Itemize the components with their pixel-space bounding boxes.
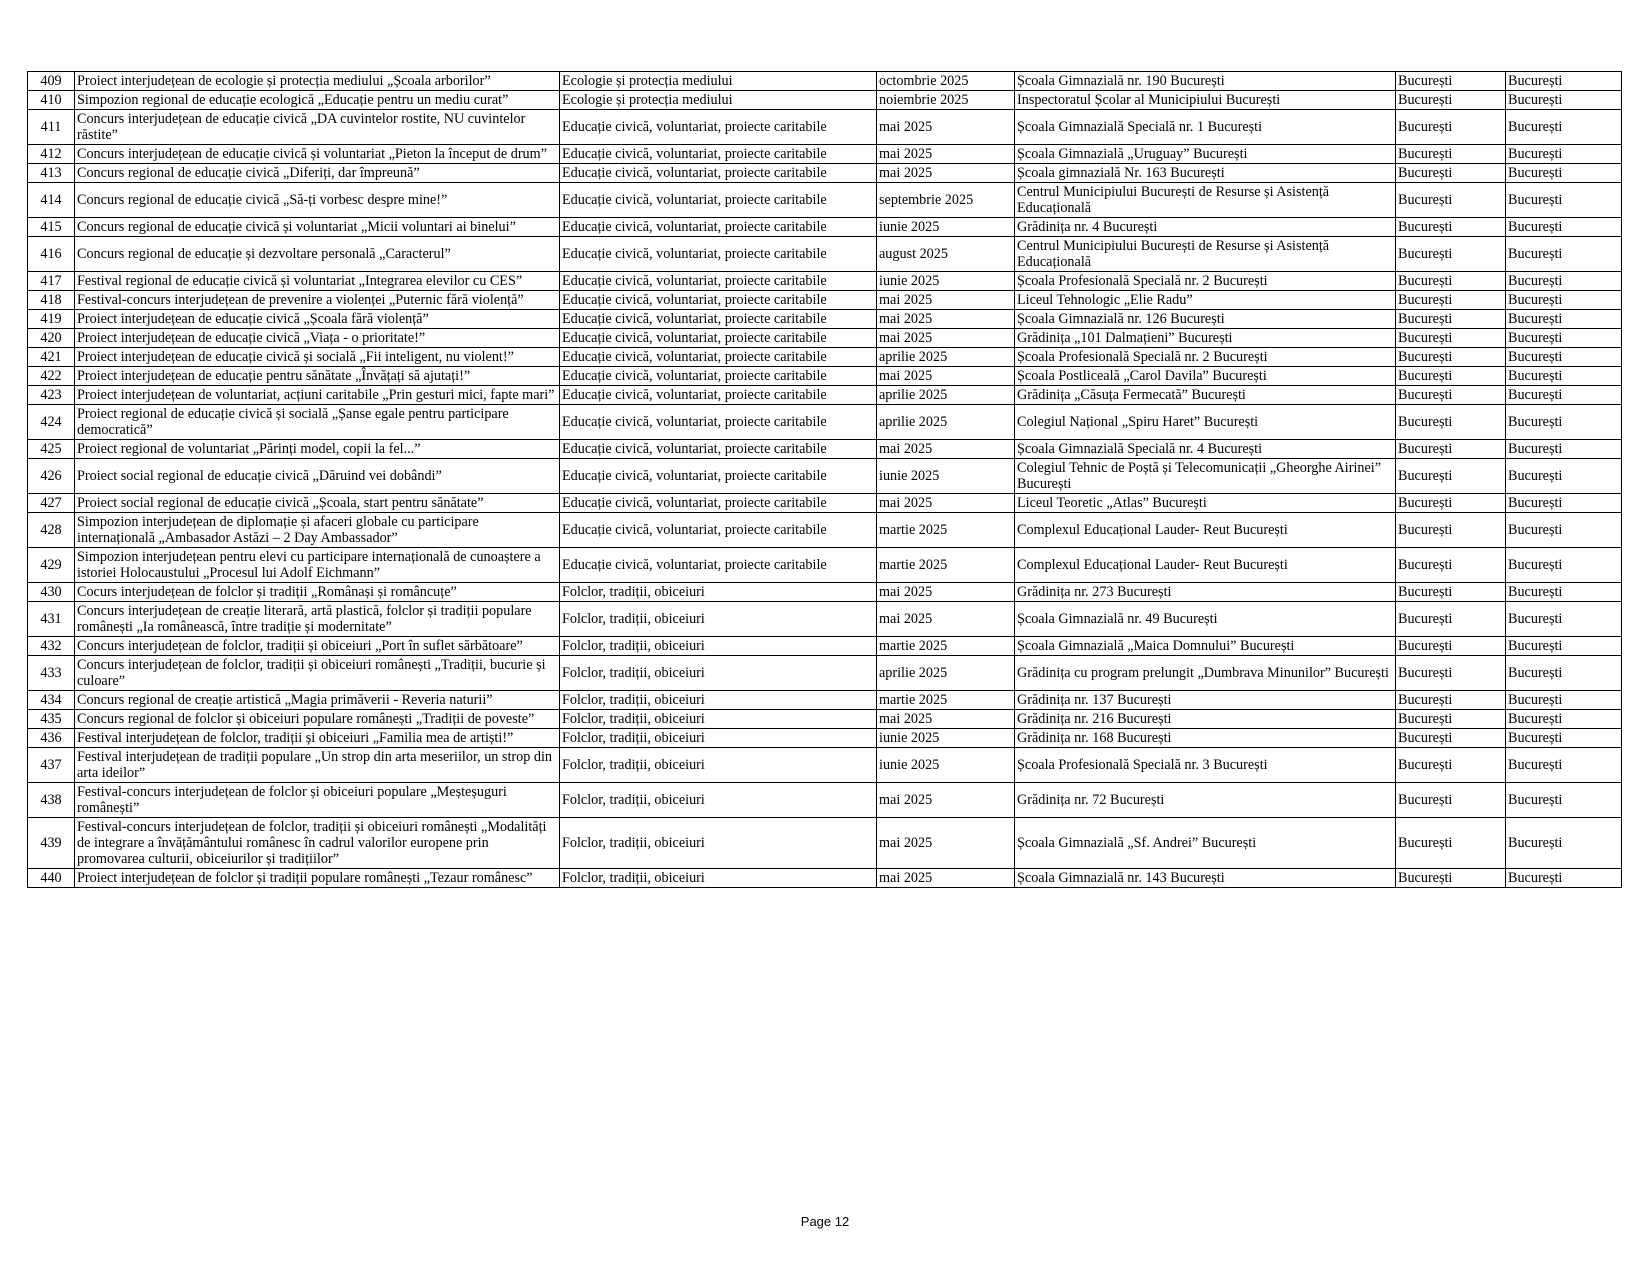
locality-cell: București — [1396, 218, 1506, 237]
county-cell: București — [1506, 405, 1622, 440]
activity-title-cell: Proiect regional de educație civică și socială „Șanse egale pentru participare democratică” — [75, 405, 560, 440]
table-row — [28, 237, 1622, 272]
row-number-cell: 439 — [28, 818, 75, 869]
row-number-cell: 421 — [28, 348, 75, 367]
county-cell: București — [1506, 691, 1622, 710]
activity-domain-cell: Folclor, tradiții, obiceiuri — [560, 656, 877, 691]
activity-period-cell: martie 2025 — [877, 513, 1015, 548]
organizer-cell: Școala Gimnazială „Sf. Andrei” București — [1015, 818, 1396, 869]
activity-domain-cell: Folclor, tradiții, obiceiuri — [560, 783, 877, 818]
activity-period-cell: mai 2025 — [877, 494, 1015, 513]
activity-period-cell: aprilie 2025 — [877, 348, 1015, 367]
row-number-cell: 429 — [28, 548, 75, 583]
activity-period-cell: mai 2025 — [877, 440, 1015, 459]
activity-title-cell: Proiect interjudețean de folclor și tradiții populare românești „Tezaur românesc” — [75, 869, 560, 888]
county-cell: București — [1506, 583, 1622, 602]
county-cell: București — [1506, 818, 1622, 869]
county-cell: București — [1506, 72, 1622, 91]
row-number-cell: 432 — [28, 637, 75, 656]
row-number-cell: 416 — [28, 237, 75, 272]
county-cell: București — [1506, 513, 1622, 548]
activity-title-cell: Proiect interjudețean de educație civică și socială „Fii inteligent, nu violent!” — [75, 348, 560, 367]
activity-domain-cell: Educație civică, voluntariat, proiecte caritabile — [560, 145, 877, 164]
table-row — [28, 310, 1622, 329]
county-cell: București — [1506, 869, 1622, 888]
row-number-cell: 410 — [28, 91, 75, 110]
table-row — [28, 494, 1622, 513]
table-row — [28, 348, 1622, 367]
locality-cell: București — [1396, 329, 1506, 348]
table-row — [28, 710, 1622, 729]
organizer-cell: Școala Gimnazială nr. 126 București — [1015, 310, 1396, 329]
activity-title-cell: Concurs interjudețean de creație literară, artă plastică, folclor și tradiții populare românești „Ia românească, între tradiție și modernitate” — [75, 602, 560, 637]
locality-cell: București — [1396, 748, 1506, 783]
activity-domain-cell: Educație civică, voluntariat, proiecte caritabile — [560, 440, 877, 459]
activity-title-cell: Simpozion interjudețean de diplomație și afaceri globale cu participare internațională „Ambasador Astăzi – 2 Day Ambassador” — [75, 513, 560, 548]
table-row — [28, 386, 1622, 405]
row-number-cell: 425 — [28, 440, 75, 459]
activity-period-cell: aprilie 2025 — [877, 656, 1015, 691]
activity-title-cell: Concurs interjudețean de educație civică „DA cuvintelor rostite, NU cuvintelor răstite” — [75, 110, 560, 145]
activity-period-cell: aprilie 2025 — [877, 405, 1015, 440]
row-number-cell: 424 — [28, 405, 75, 440]
locality-cell: București — [1396, 310, 1506, 329]
activity-domain-cell: Folclor, tradiții, obiceiuri — [560, 710, 877, 729]
activity-title-cell: Proiect social regional de educație civică „Școala, start pentru sănătate” — [75, 494, 560, 513]
activity-domain-cell: Ecologie și protecția mediului — [560, 91, 877, 110]
locality-cell: București — [1396, 729, 1506, 748]
activity-domain-cell: Educație civică, voluntariat, proiecte caritabile — [560, 164, 877, 183]
activity-period-cell: mai 2025 — [877, 710, 1015, 729]
locality-cell: București — [1396, 459, 1506, 494]
organizer-cell: Școala Gimnazială Specială nr. 4 București — [1015, 440, 1396, 459]
locality-cell: București — [1396, 602, 1506, 637]
activity-period-cell: septembrie 2025 — [877, 183, 1015, 218]
activity-domain-cell: Educație civică, voluntariat, proiecte caritabile — [560, 405, 877, 440]
table-row — [28, 748, 1622, 783]
county-cell: București — [1506, 440, 1622, 459]
county-cell: București — [1506, 602, 1622, 637]
organizer-cell: Școala gimnazială Nr. 163 București — [1015, 164, 1396, 183]
organizer-cell: Școala Profesională Specială nr. 2 București — [1015, 272, 1396, 291]
activity-title-cell: Proiect social regional de educație civică „Dăruind vei dobândi” — [75, 459, 560, 494]
organizer-cell: Colegiul Național „Spiru Haret” București — [1015, 405, 1396, 440]
table-row — [28, 91, 1622, 110]
activity-title-cell: Proiect interjudețean de ecologie și protecția mediului „Școala arborilor” — [75, 72, 560, 91]
locality-cell: București — [1396, 818, 1506, 869]
row-number-cell: 435 — [28, 710, 75, 729]
row-number-cell: 414 — [28, 183, 75, 218]
row-number-cell: 428 — [28, 513, 75, 548]
table-row — [28, 691, 1622, 710]
county-cell: București — [1506, 348, 1622, 367]
activity-domain-cell: Folclor, tradiții, obiceiuri — [560, 869, 877, 888]
table-row — [28, 272, 1622, 291]
locality-cell: București — [1396, 405, 1506, 440]
table-row — [28, 583, 1622, 602]
row-number-cell: 419 — [28, 310, 75, 329]
organizer-cell: Centrul Municipiului București de Resurse și Asistență Educațională — [1015, 183, 1396, 218]
table-row — [28, 869, 1622, 888]
locality-cell: București — [1396, 145, 1506, 164]
table-row — [28, 513, 1622, 548]
table-row — [28, 164, 1622, 183]
activity-title-cell: Concurs interjudețean de folclor, tradiții și obiceiuri românești „Tradiții, bucurie și culoare” — [75, 656, 560, 691]
page-number: Page 12 — [800, 1214, 850, 1229]
county-cell: București — [1506, 783, 1622, 818]
row-number-cell: 411 — [28, 110, 75, 145]
table-row — [28, 818, 1622, 869]
county-cell: București — [1506, 310, 1622, 329]
activity-title-cell: Concurs regional de folclor și obiceiuri populare românești „Tradiții de poveste” — [75, 710, 560, 729]
activity-period-cell: iunie 2025 — [877, 748, 1015, 783]
locality-cell: București — [1396, 367, 1506, 386]
activity-domain-cell: Educație civică, voluntariat, proiecte caritabile — [560, 494, 877, 513]
table-row — [28, 548, 1622, 583]
organizer-cell: Grădinița nr. 4 București — [1015, 218, 1396, 237]
row-number-cell: 436 — [28, 729, 75, 748]
table-row — [28, 329, 1622, 348]
activity-domain-cell: Folclor, tradiții, obiceiuri — [560, 818, 877, 869]
organizer-cell: Școala Gimnazială „Uruguay” București — [1015, 145, 1396, 164]
organizer-cell: Școala Gimnazială Specială nr. 1 București — [1015, 110, 1396, 145]
activity-domain-cell: Educație civică, voluntariat, proiecte caritabile — [560, 513, 877, 548]
activity-domain-cell: Folclor, tradiții, obiceiuri — [560, 748, 877, 783]
table-row — [28, 110, 1622, 145]
activity-title-cell: Festival interjudețean de tradiții populare „Un strop din arta meseriilor, un strop din arta ideilor” — [75, 748, 560, 783]
activity-title-cell: Cocurs interjudețean de folclor și tradiții „Românași și româncuțe” — [75, 583, 560, 602]
row-number-cell: 433 — [28, 656, 75, 691]
table-row — [28, 729, 1622, 748]
row-number-cell: 440 — [28, 869, 75, 888]
county-cell: București — [1506, 329, 1622, 348]
organizer-cell: Școala Profesională Specială nr. 2 București — [1015, 348, 1396, 367]
county-cell: București — [1506, 218, 1622, 237]
row-number-cell: 430 — [28, 583, 75, 602]
organizer-cell: Școala Gimnazială nr. 190 București — [1015, 72, 1396, 91]
organizer-cell: Grădinița cu program prelungit „Dumbrava Minunilor” București — [1015, 656, 1396, 691]
organizer-cell: Grădinița nr. 168 București — [1015, 729, 1396, 748]
county-cell: București — [1506, 110, 1622, 145]
activity-period-cell: mai 2025 — [877, 869, 1015, 888]
activity-period-cell: iunie 2025 — [877, 272, 1015, 291]
activity-domain-cell: Ecologie și protecția mediului — [560, 72, 877, 91]
activity-period-cell: mai 2025 — [877, 583, 1015, 602]
county-cell: București — [1506, 183, 1622, 218]
county-cell: București — [1506, 494, 1622, 513]
activity-title-cell: Proiect interjudețean de voluntariat, acțiuni caritabile „Prin gesturi mici, fapte mari” — [75, 386, 560, 405]
activity-title-cell: Festival regional de educație civică și voluntariat „Integrarea elevilor cu CES” — [75, 272, 560, 291]
activity-period-cell: iunie 2025 — [877, 459, 1015, 494]
organizer-cell: Școala Gimnazială nr. 49 București — [1015, 602, 1396, 637]
organizer-cell: Grădinița nr. 72 București — [1015, 783, 1396, 818]
organizer-cell: Inspectoratul Școlar al Municipiului București — [1015, 91, 1396, 110]
activity-domain-cell: Educație civică, voluntariat, proiecte caritabile — [560, 548, 877, 583]
activity-domain-cell: Educație civică, voluntariat, proiecte caritabile — [560, 237, 877, 272]
organizer-cell: Școala Postliceală „Carol Davila” București — [1015, 367, 1396, 386]
activity-title-cell: Concurs interjudețean de educație civică și voluntariat „Pieton la început de drum” — [75, 145, 560, 164]
activity-domain-cell: Educație civică, voluntariat, proiecte caritabile — [560, 272, 877, 291]
organizer-cell: Grădinița „Căsuța Fermecată” București — [1015, 386, 1396, 405]
county-cell: București — [1506, 367, 1622, 386]
activity-domain-cell: Educație civică, voluntariat, proiecte caritabile — [560, 459, 877, 494]
county-cell: București — [1506, 164, 1622, 183]
activity-domain-cell: Educație civică, voluntariat, proiecte caritabile — [560, 348, 877, 367]
row-number-cell: 437 — [28, 748, 75, 783]
activity-domain-cell: Educație civică, voluntariat, proiecte caritabile — [560, 110, 877, 145]
locality-cell: București — [1396, 691, 1506, 710]
row-number-cell: 415 — [28, 218, 75, 237]
activity-domain-cell: Folclor, tradiții, obiceiuri — [560, 729, 877, 748]
table-row — [28, 291, 1622, 310]
locality-cell: București — [1396, 710, 1506, 729]
county-cell: București — [1506, 291, 1622, 310]
row-number-cell: 412 — [28, 145, 75, 164]
activity-title-cell: Concurs interjudețean de folclor, tradiții și obiceiuri „Port în suflet sărbătoare” — [75, 637, 560, 656]
locality-cell: București — [1396, 548, 1506, 583]
table-row — [28, 637, 1622, 656]
locality-cell: București — [1396, 72, 1506, 91]
organizer-cell: Grădinița „101 Dalmațieni” București — [1015, 329, 1396, 348]
county-cell: București — [1506, 91, 1622, 110]
activity-period-cell: mai 2025 — [877, 783, 1015, 818]
organizer-cell: Colegiul Tehnic de Poștă și Telecomunicații „Gheorghe Airinei” București — [1015, 459, 1396, 494]
locality-cell: București — [1396, 291, 1506, 310]
activity-domain-cell: Educație civică, voluntariat, proiecte caritabile — [560, 367, 877, 386]
table-row — [28, 367, 1622, 386]
county-cell: București — [1506, 637, 1622, 656]
table-row — [28, 218, 1622, 237]
locality-cell: București — [1396, 183, 1506, 218]
activity-title-cell: Simpozion regional de educație ecologică „Educație pentru un mediu curat” — [75, 91, 560, 110]
activity-title-cell: Concurs regional de educație civică „Diferiți, dar împreună” — [75, 164, 560, 183]
row-number-cell: 438 — [28, 783, 75, 818]
activity-period-cell: martie 2025 — [877, 548, 1015, 583]
activity-domain-cell: Educație civică, voluntariat, proiecte caritabile — [560, 183, 877, 218]
activity-period-cell: iunie 2025 — [877, 218, 1015, 237]
organizer-cell: Școala Gimnazială nr. 143 București — [1015, 869, 1396, 888]
activity-domain-cell: Folclor, tradiții, obiceiuri — [560, 602, 877, 637]
activity-title-cell: Concurs regional de educație civică și voluntariat „Micii voluntari ai binelui” — [75, 218, 560, 237]
row-number-cell: 427 — [28, 494, 75, 513]
activity-period-cell: mai 2025 — [877, 310, 1015, 329]
organizer-cell: Liceul Tehnologic „Elie Radu” — [1015, 291, 1396, 310]
activity-title-cell: Simpozion interjudețean pentru elevi cu participare internațională de cunoaștere a istoriei Holocaustului „Procesul lui Adolf Eichmann” — [75, 548, 560, 583]
locality-cell: București — [1396, 869, 1506, 888]
activity-title-cell: Concurs regional de creație artistică „Magia primăverii - Reveria naturii” — [75, 691, 560, 710]
organizer-cell: Școala Profesională Specială nr. 3 București — [1015, 748, 1396, 783]
locality-cell: București — [1396, 386, 1506, 405]
row-number-cell: 426 — [28, 459, 75, 494]
organizer-cell: Grădinița nr. 137 București — [1015, 691, 1396, 710]
activity-domain-cell: Educație civică, voluntariat, proiecte caritabile — [560, 329, 877, 348]
locality-cell: București — [1396, 637, 1506, 656]
table-row — [28, 459, 1622, 494]
row-number-cell: 420 — [28, 329, 75, 348]
activity-period-cell: mai 2025 — [877, 818, 1015, 869]
activity-period-cell: mai 2025 — [877, 291, 1015, 310]
activity-title-cell: Concurs regional de educație și dezvoltare personală „Caracterul” — [75, 237, 560, 272]
locality-cell: București — [1396, 164, 1506, 183]
activity-period-cell: mai 2025 — [877, 110, 1015, 145]
organizer-cell: Liceul Teoretic „Atlas” București — [1015, 494, 1396, 513]
activity-title-cell: Proiect interjudețean de educație civică „Școala fără violență” — [75, 310, 560, 329]
activity-period-cell: mai 2025 — [877, 602, 1015, 637]
table-row — [28, 183, 1622, 218]
activity-period-cell: mai 2025 — [877, 145, 1015, 164]
county-cell: București — [1506, 710, 1622, 729]
organizer-cell: Grădinița nr. 216 București — [1015, 710, 1396, 729]
county-cell: București — [1506, 656, 1622, 691]
row-number-cell: 431 — [28, 602, 75, 637]
table-row — [28, 656, 1622, 691]
activity-period-cell: mai 2025 — [877, 367, 1015, 386]
county-cell: București — [1506, 548, 1622, 583]
county-cell: București — [1506, 237, 1622, 272]
activity-domain-cell: Folclor, tradiții, obiceiuri — [560, 583, 877, 602]
activity-domain-cell: Folclor, tradiții, obiceiuri — [560, 691, 877, 710]
row-number-cell: 422 — [28, 367, 75, 386]
activity-domain-cell: Educație civică, voluntariat, proiecte caritabile — [560, 386, 877, 405]
organizer-cell: Complexul Educațional Lauder- Reut București — [1015, 513, 1396, 548]
activity-title-cell: Festival interjudețean de folclor, tradiții și obiceiuri „Familia mea de artiști!” — [75, 729, 560, 748]
locality-cell: București — [1396, 783, 1506, 818]
locality-cell: București — [1396, 583, 1506, 602]
activities-table — [27, 71, 1622, 888]
row-number-cell: 409 — [28, 72, 75, 91]
county-cell: București — [1506, 145, 1622, 164]
table-row — [28, 602, 1622, 637]
activity-period-cell: noiembrie 2025 — [877, 91, 1015, 110]
county-cell: București — [1506, 729, 1622, 748]
organizer-cell: Școala Gimnazială „Maica Domnului” București — [1015, 637, 1396, 656]
activity-period-cell: martie 2025 — [877, 637, 1015, 656]
activity-title-cell: Proiect interjudețean de educație civică „Viața - o prioritate!” — [75, 329, 560, 348]
locality-cell: București — [1396, 513, 1506, 548]
activity-domain-cell: Educație civică, voluntariat, proiecte caritabile — [560, 218, 877, 237]
row-number-cell: 418 — [28, 291, 75, 310]
county-cell: București — [1506, 748, 1622, 783]
activity-period-cell: august 2025 — [877, 237, 1015, 272]
row-number-cell: 417 — [28, 272, 75, 291]
activity-domain-cell: Educație civică, voluntariat, proiecte caritabile — [560, 310, 877, 329]
locality-cell: București — [1396, 656, 1506, 691]
row-number-cell: 413 — [28, 164, 75, 183]
activity-title-cell: Proiect interjudețean de educație pentru sănătate „Învățați să ajutați!” — [75, 367, 560, 386]
locality-cell: București — [1396, 494, 1506, 513]
activity-domain-cell: Folclor, tradiții, obiceiuri — [560, 637, 877, 656]
organizer-cell: Complexul Educațional Lauder- Reut București — [1015, 548, 1396, 583]
table-row — [28, 405, 1622, 440]
activity-period-cell: mai 2025 — [877, 329, 1015, 348]
activity-period-cell: martie 2025 — [877, 691, 1015, 710]
activity-period-cell: octombrie 2025 — [877, 72, 1015, 91]
activity-title-cell: Proiect regional de voluntariat „Părinți model, copii la fel...” — [75, 440, 560, 459]
table-row — [28, 72, 1622, 91]
row-number-cell: 434 — [28, 691, 75, 710]
locality-cell: București — [1396, 237, 1506, 272]
locality-cell: București — [1396, 110, 1506, 145]
table-body — [28, 72, 1622, 888]
locality-cell: București — [1396, 348, 1506, 367]
locality-cell: București — [1396, 91, 1506, 110]
activity-period-cell: iunie 2025 — [877, 729, 1015, 748]
activity-title-cell: Festival-concurs interjudețean de prevenire a violenței „Puternic fără violență” — [75, 291, 560, 310]
county-cell: București — [1506, 459, 1622, 494]
activity-period-cell: aprilie 2025 — [877, 386, 1015, 405]
table-row — [28, 145, 1622, 164]
organizer-cell: Centrul Municipiului București de Resurse și Asistență Educațională — [1015, 237, 1396, 272]
activity-period-cell: mai 2025 — [877, 164, 1015, 183]
activity-domain-cell: Educație civică, voluntariat, proiecte caritabile — [560, 291, 877, 310]
locality-cell: București — [1396, 272, 1506, 291]
organizer-cell: Grădinița nr. 273 București — [1015, 583, 1396, 602]
table-row — [28, 440, 1622, 459]
activity-title-cell: Festival-concurs interjudețean de folclor și obiceiuri populare „Meșteșuguri românești” — [75, 783, 560, 818]
activity-title-cell: Concurs regional de educație civică „Să-ți vorbesc despre mine!” — [75, 183, 560, 218]
table-row — [28, 783, 1622, 818]
county-cell: București — [1506, 386, 1622, 405]
county-cell: București — [1506, 272, 1622, 291]
locality-cell: București — [1396, 440, 1506, 459]
activity-title-cell: Festival-concurs interjudețean de folclor, tradiții și obiceiuri românești „Modalități de integrare a învățământului românesc în cadrul valorilor europene prin promovarea culturii, obiceiurilor și tradițiilor” — [75, 818, 560, 869]
row-number-cell: 423 — [28, 386, 75, 405]
